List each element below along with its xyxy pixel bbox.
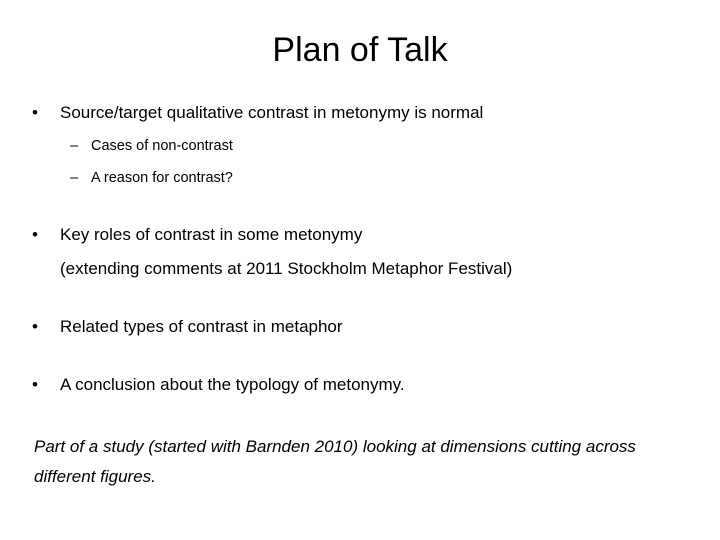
sub-bullet-marker: –: [70, 170, 79, 186]
bullet-continuation: (extending comments at 2011 Stockholm Metaphor Festival): [60, 259, 513, 278]
bullet-marker: •: [32, 103, 38, 122]
bullet-text: Source/target qualitative contrast in metonymy is normal: [60, 103, 484, 122]
bullet-text: Related types of contrast in metaphor: [60, 317, 343, 336]
slide-footnote: Part of a study (started with Barnden 2010) looking at dimensions cutting across different figures.: [34, 437, 636, 486]
slide-title: Plan of Talk: [272, 31, 448, 69]
sub-bullet-marker: –: [70, 138, 79, 154]
bullet-text: A conclusion about the typology of metonymy.: [60, 375, 405, 394]
bullet-marker: •: [32, 317, 38, 336]
sub-bullet-text: Cases of non-contrast: [91, 138, 233, 154]
bullet-text: Key roles of contrast in some metonymy: [60, 225, 363, 244]
bullet-marker: •: [32, 375, 38, 394]
sub-bullet-text: A reason for contrast?: [91, 170, 233, 186]
bullet-marker: •: [32, 225, 38, 244]
